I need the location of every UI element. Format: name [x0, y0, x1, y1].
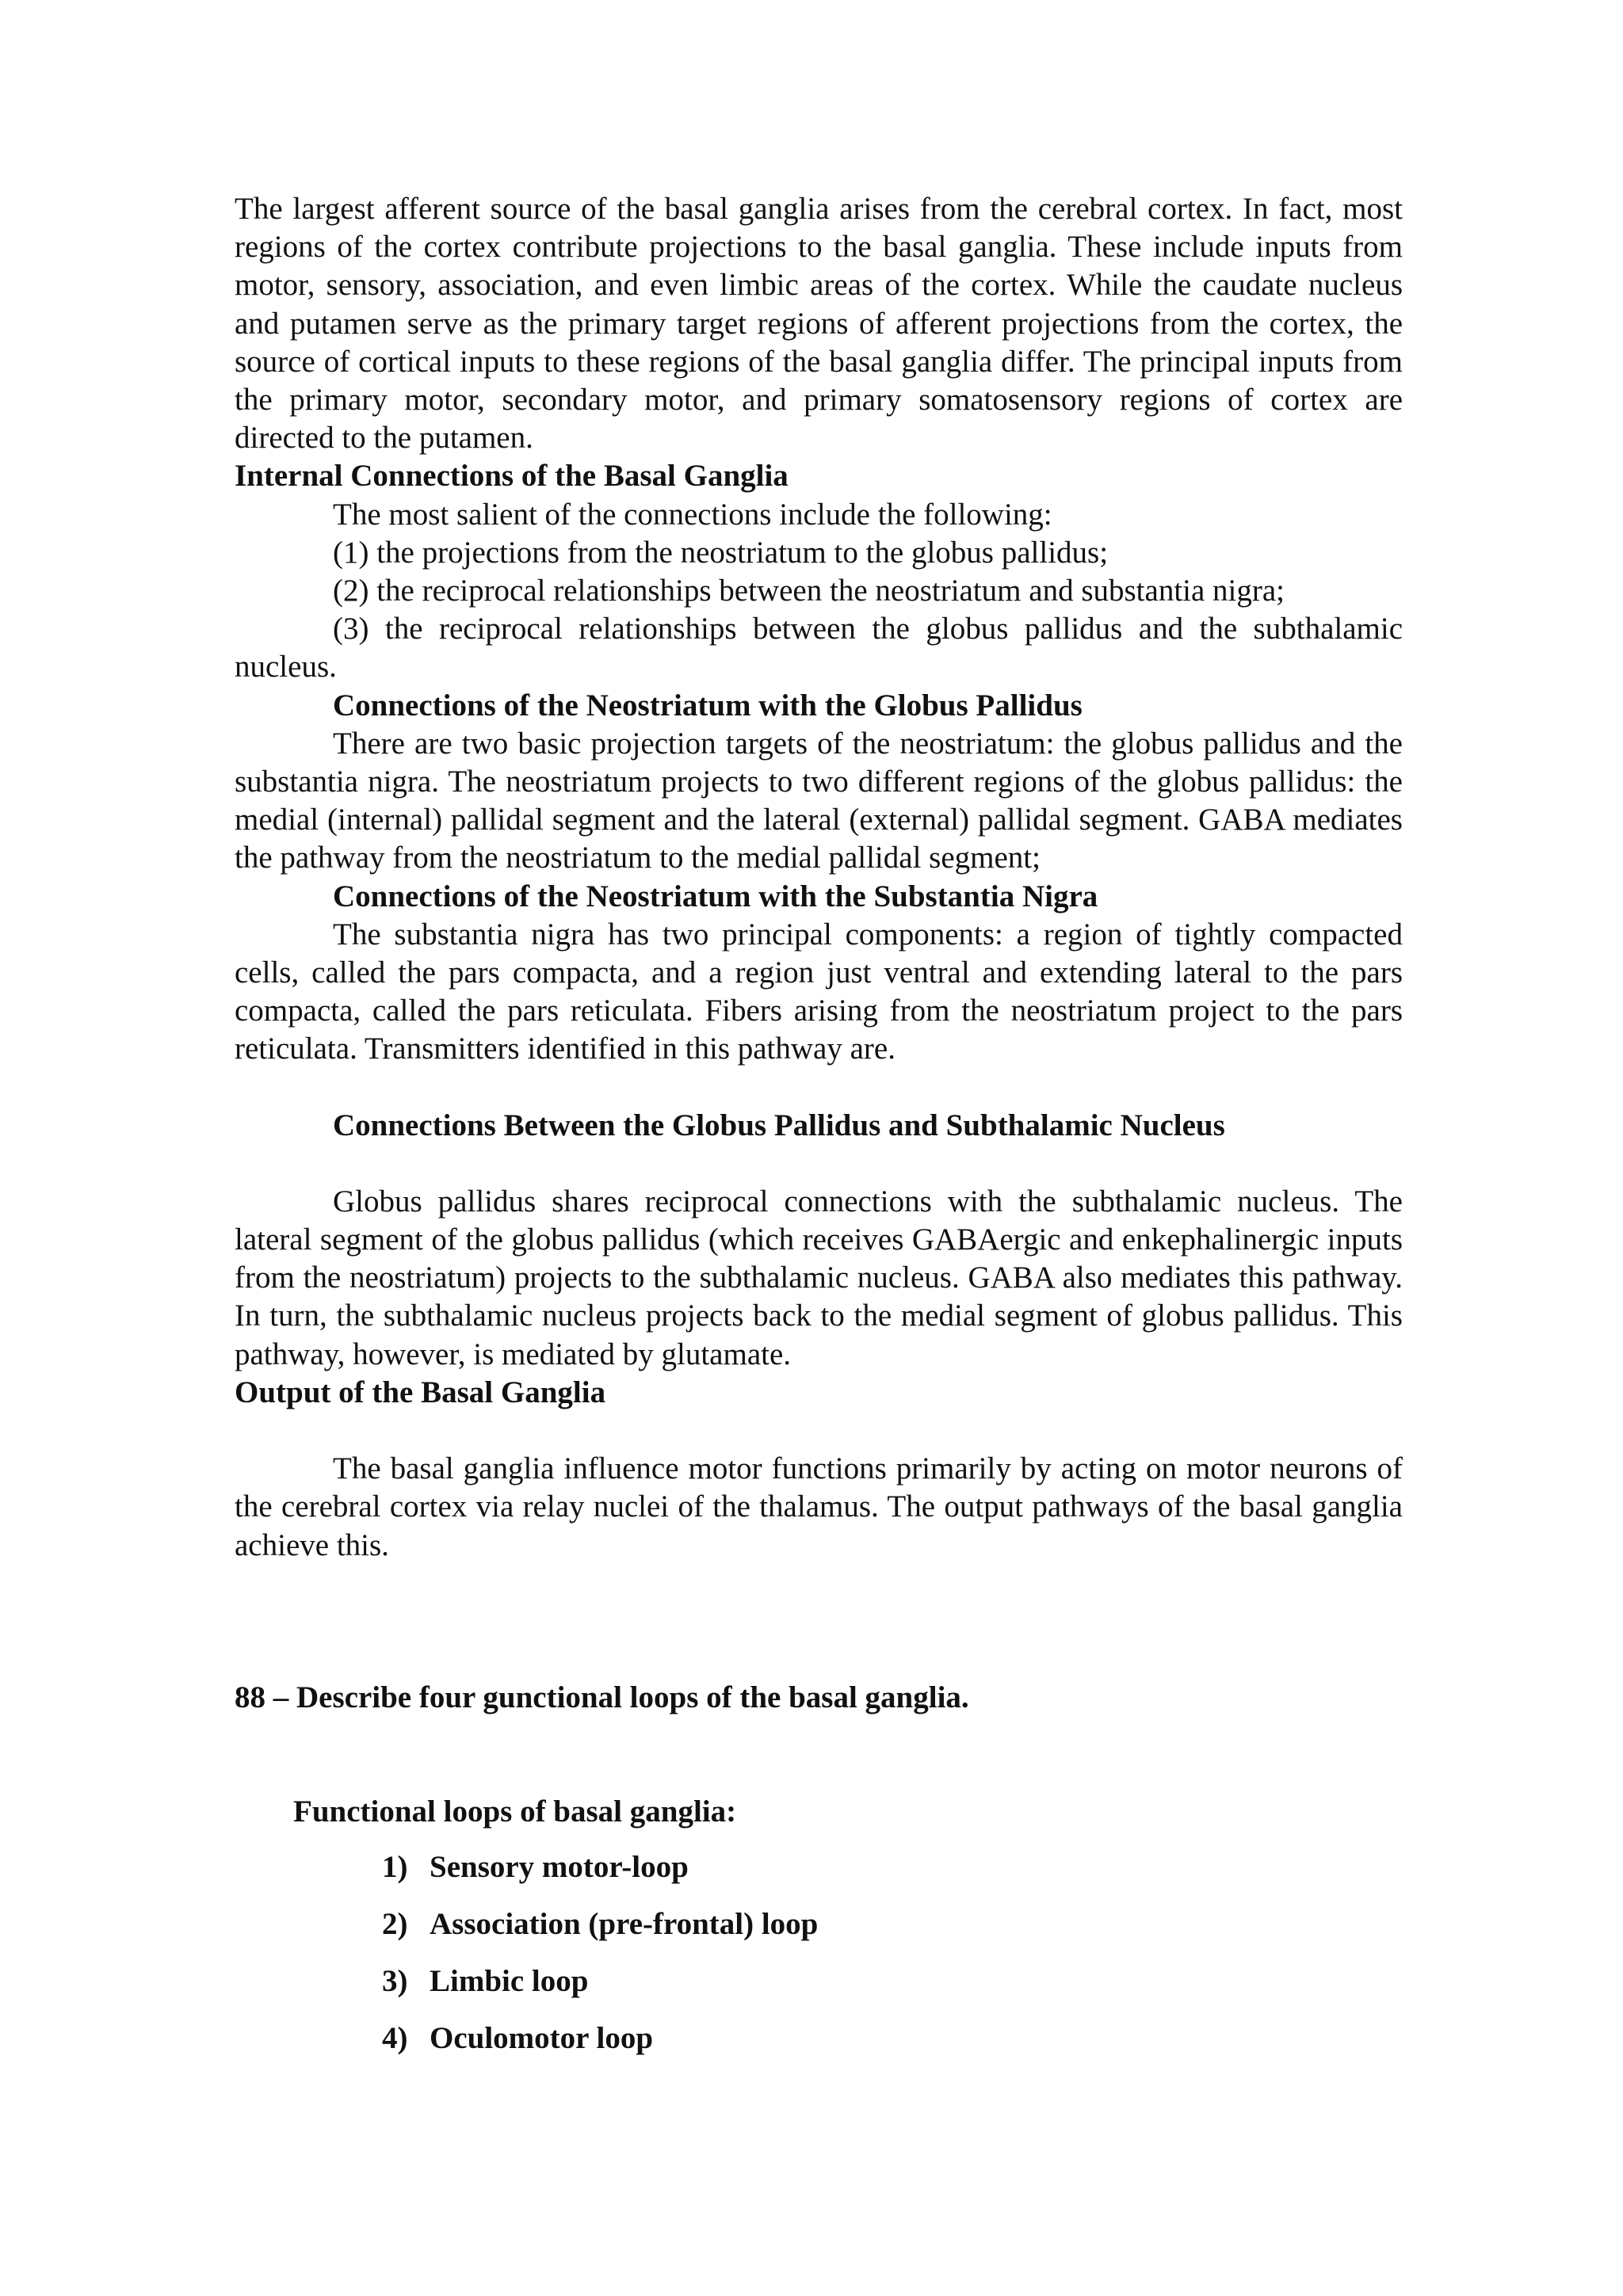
- heading-substantia-nigra: Connections of the Neostriatum with the Substantia Nigra: [333, 879, 1098, 913]
- paragraph-globus-pallidus: There are two basic projection targets of the neostriatum: the globus pallidus and the substantia nigra. The neostriatum projects to two different regions of the globus pallidus: the medial (internal) pallidal segment and the lateral (external) pallidal segment. GABA mediates the pathway from the neostriatum to the medial pallidal segment;: [235, 726, 1403, 875]
- spacer: [235, 1069, 1403, 1107]
- spacer: [235, 1717, 1403, 1793]
- document-page: [235, 190, 1403, 2077]
- paragraph-output: The basal ganglia influence motor functions primarily by acting on motor neurons of the cerebral cortex via relay nuclei of the thalamus. The output pathways of the basal ganglia achieve this.: [235, 1451, 1403, 1562]
- heading-globus-pallidus: Connections of the Neostriatum with the Globus Pallidus: [333, 688, 1083, 723]
- list-item-label: Limbic loop: [430, 1964, 589, 1999]
- list-item: [382, 1962, 1403, 2000]
- spacer: [235, 1145, 1403, 1183]
- list-item-label: Sensory motor-loop: [430, 1850, 689, 1885]
- list-item-number: 4): [382, 2021, 408, 2056]
- list-item: [382, 2019, 1403, 2058]
- list-item-label: Oculomotor loop: [430, 2021, 654, 2056]
- list-item-internal-2: (2) the reciprocal relationships between the neostriatum and substantia nigra;: [333, 574, 1285, 608]
- list-item-internal-3: (3) the reciprocal relationships between the globus pallidus and the subthalamic nucleus.: [235, 612, 1403, 685]
- paragraph-substantia-nigra: The substantia nigra has two principal components: a region of tightly compacted cells, called the pars compacta, and a region just ventral and extending lateral to the pars compacta, called the pars reticulata. Fibers arising from the neostriatum project to the pars reticulata. Transmitters identified in this pathway are.: [235, 917, 1403, 1066]
- list-item-number: 1): [382, 1850, 408, 1885]
- loops-title: Functional loops of basal ganglia:: [293, 1794, 737, 1829]
- list-item-number: 2): [382, 1907, 408, 1942]
- paragraph-afferent: The largest afferent source of the basal ganglia arises from the cerebral cortex. In fact, most regions of the cortex contribute projections to the basal ganglia. These include inputs from motor, sensory, association, and even limbic areas of the cortex. While the caudate nucleus and putamen serve as the primary target regions of afferent projections from the cortex, the source of cortical inputs to these regions of the basal ganglia differ. The principal inputs from the primary motor, secondary motor, and primary somatosensory regions of cortex are directed to the putamen.: [235, 192, 1403, 456]
- heading-internal-connections: Internal Connections of the Basal Ganglia: [235, 459, 789, 494]
- question-heading: 88 – Describe four gunctional loops of the basal ganglia.: [235, 1680, 969, 1714]
- list-item-internal-1: (1) the projections from the neostriatum to the globus pallidus;: [333, 535, 1109, 570]
- list-item-label: Association (pre-frontal) loop: [430, 1907, 819, 1942]
- heading-subthalamic: Connections Between the Globus Pallidus and Subthalamic Nucleus: [333, 1108, 1225, 1142]
- spacer: [235, 1412, 1403, 1450]
- heading-output: Output of the Basal Ganglia: [235, 1375, 606, 1409]
- spacer: [235, 1565, 1403, 1679]
- paragraph-internal-intro: The most salient of the connections include the following:: [333, 497, 1052, 532]
- list-item: [382, 1848, 1403, 1886]
- paragraph-subthalamic: Globus pallidus shares reciprocal connections with the subthalamic nucleus. The lateral segment of the globus pallidus (which receives GABAergic and enkephalinergic inputs from the neostriatum) projects to the subthalamic nucleus. GABA also mediates this pathway. In turn, the subthalamic nucleus projects back to the medial segment of globus pallidus. This pathway, however, is mediated by glutamate.: [235, 1184, 1403, 1371]
- loops-list: [235, 1848, 1403, 2058]
- list-item: [382, 1905, 1403, 1943]
- list-item-number: 3): [382, 1964, 408, 1999]
